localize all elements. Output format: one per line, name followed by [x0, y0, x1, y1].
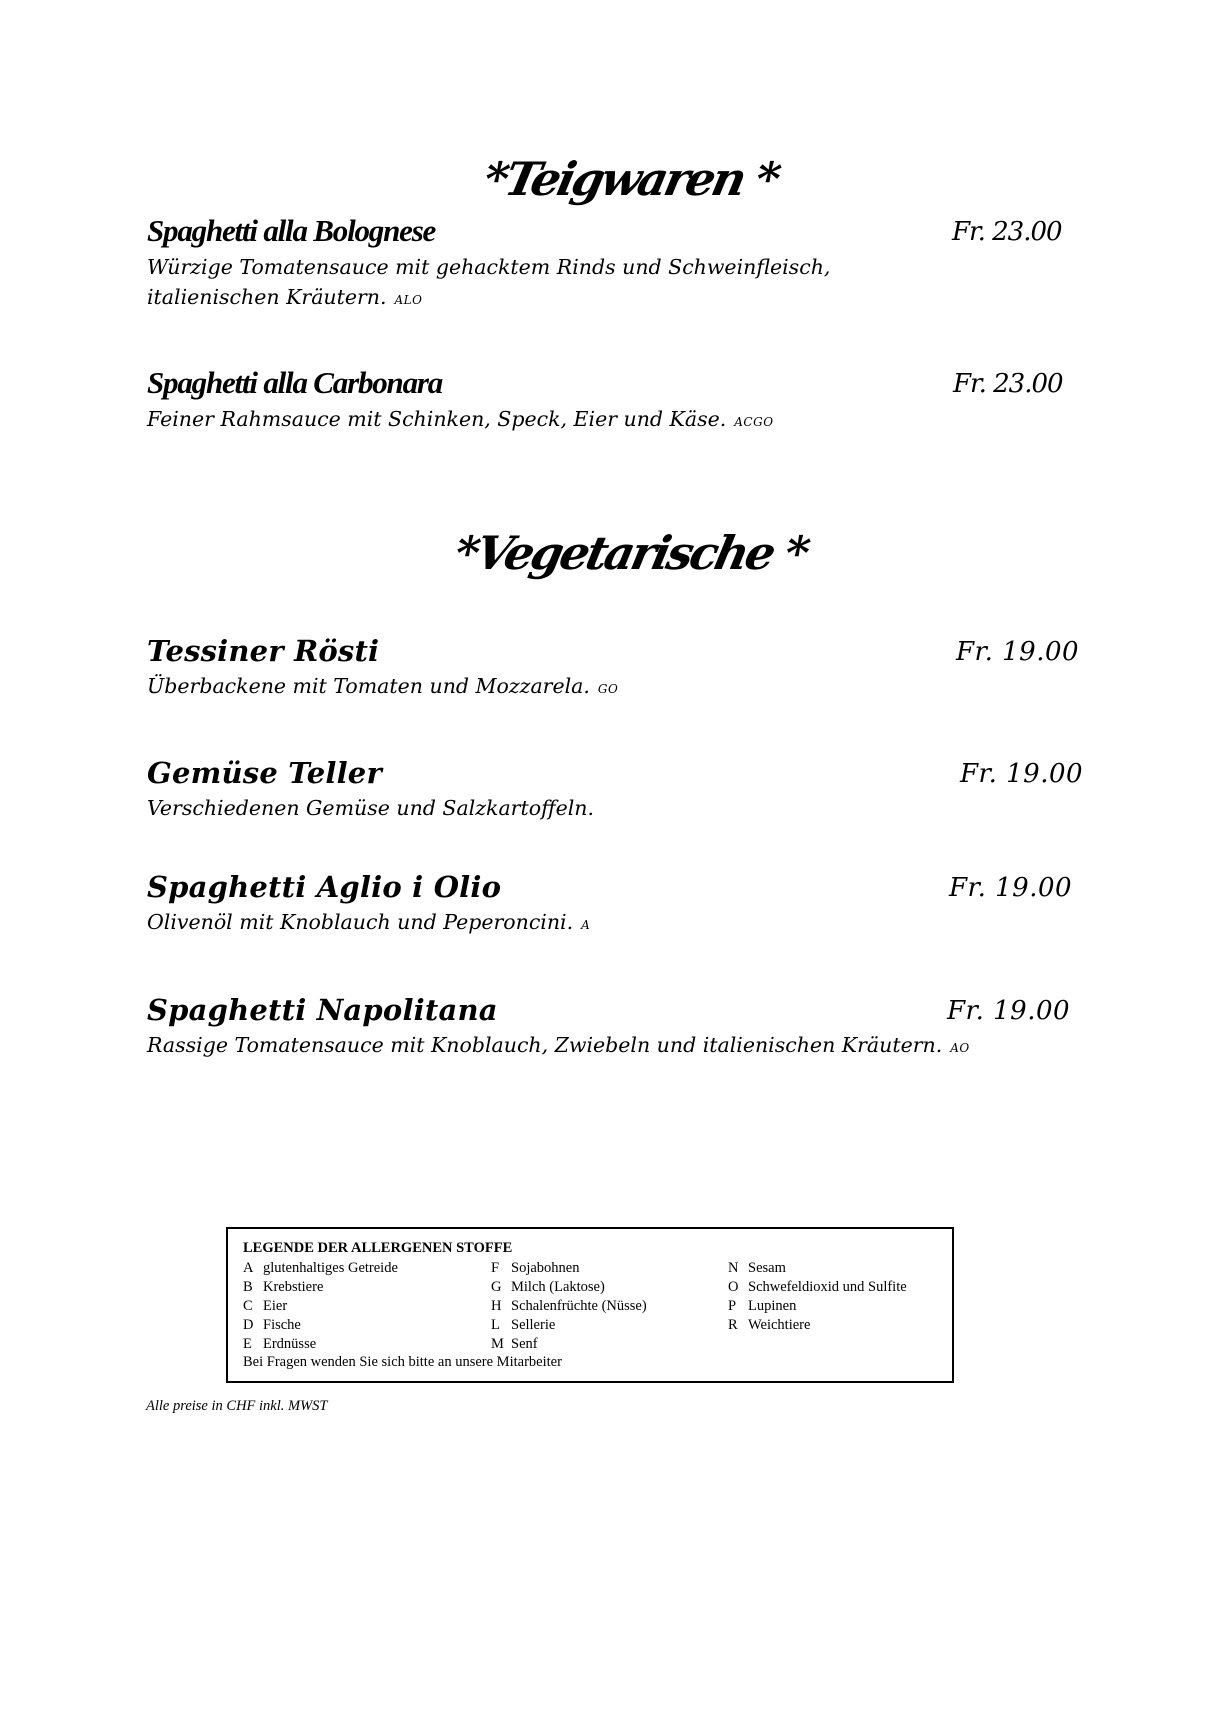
- dish-description-gemuese-teller: Verschiedenen Gemüse und Salzkartoffeln.: [147, 796, 594, 820]
- section-title-teigwaren: *Teigwaren *: [479, 152, 783, 206]
- legend-note: Bei Fragen wenden Sie sich bitte an unsere Mitarbeiter: [243, 1354, 562, 1370]
- legend-item: [491, 1316, 647, 1335]
- legend-label: Sellerie: [511, 1317, 556, 1333]
- dish-name-carbonara: Spaghetti alla Carbonara: [147, 365, 443, 400]
- legend-label: Senf: [511, 1336, 538, 1352]
- section-title-vegetarisch: *Vegetarische *: [449, 526, 813, 580]
- footer-price-note: Alle preise in CHF inkl. MWST: [146, 1398, 328, 1414]
- dish-description-tessiner-roesti: [147, 671, 618, 704]
- legend-label: Krebstiere: [263, 1279, 324, 1295]
- dish-price-aglio-olio: Fr. 19.00: [949, 873, 1073, 903]
- legend-code: B: [243, 1279, 253, 1295]
- dish-description-aglio-olio: [147, 907, 590, 940]
- legend-item: [728, 1297, 907, 1316]
- dish-description-carbonara: [147, 404, 774, 437]
- legend-title: LEGENDE DER ALLERGENEN STOFFE: [243, 1240, 513, 1256]
- legend-code: A: [243, 1260, 254, 1276]
- legend-code: E: [243, 1336, 252, 1352]
- dish-allergens: GO: [597, 682, 619, 696]
- legend-column-1: [243, 1259, 398, 1354]
- dish-allergens: ACGO: [734, 415, 774, 429]
- dish-description-bolognese: Würzige Tomatensauce mit gehacktem Rinds und Schweinfleisch,: [147, 255, 831, 279]
- legend-label: Lupinen: [748, 1298, 797, 1314]
- dish-price-tessiner-roesti: Fr. 19.00: [956, 637, 1080, 667]
- legend-code: P: [728, 1298, 737, 1314]
- legend-code: M: [491, 1336, 504, 1352]
- legend-column-2: [491, 1259, 647, 1354]
- legend-code: G: [491, 1279, 502, 1295]
- legend-item: [728, 1259, 907, 1278]
- legend-label: Eier: [263, 1298, 288, 1314]
- dish-name-napolitana: Spaghetti Napolitana: [147, 993, 498, 1027]
- dish-description-text: Rassige Tomatensauce mit Knoblauch, Zwiebeln und italienischen Kräutern.: [147, 1033, 943, 1057]
- legend-item: [243, 1259, 398, 1278]
- legend-item: [728, 1278, 907, 1297]
- dish-description-text: Überbackene mit Tomaten und Mozzarela.: [147, 674, 590, 698]
- legend-code: C: [243, 1298, 253, 1314]
- dish-allergens: ALO: [394, 293, 423, 307]
- legend-label: Fische: [263, 1317, 301, 1333]
- legend-item: [491, 1297, 647, 1316]
- dish-description-bolognese-line2: [147, 282, 423, 315]
- legend-label: Schwefeldioxid und Sulfite: [748, 1279, 907, 1295]
- legend-item: [243, 1335, 398, 1354]
- dish-description-text: italienischen Kräutern.: [147, 285, 387, 309]
- dish-description-text: Feiner Rahmsauce mit Schinken, Speck, Eier und Käse.: [147, 407, 727, 431]
- dish-price-carbonara: Fr. 23.00: [953, 369, 1063, 399]
- legend-code: O: [728, 1279, 739, 1295]
- dish-allergens: A: [581, 918, 591, 932]
- legend-label: Milch (Laktose): [511, 1279, 605, 1295]
- legend-item: [243, 1297, 398, 1316]
- legend-label: Sesam: [748, 1260, 786, 1276]
- legend-code: N: [728, 1260, 739, 1276]
- legend-code: L: [491, 1317, 500, 1333]
- dish-description-text: Olivenöl mit Knoblauch und Peperoncini.: [147, 910, 574, 934]
- dish-price-bolognese: Fr. 23.00: [952, 217, 1062, 247]
- legend-label: Schalenfrüchte (Nüsse): [511, 1298, 647, 1314]
- legend-label: Sojabohnen: [511, 1260, 580, 1276]
- legend-code: H: [491, 1298, 502, 1314]
- dish-name-gemuese-teller: Gemüse Teller: [147, 756, 382, 790]
- legend-code: F: [491, 1260, 500, 1276]
- legend-item: [728, 1316, 907, 1335]
- dish-description-napolitana: [147, 1030, 970, 1063]
- legend-code: D: [243, 1317, 254, 1333]
- dish-name-tessiner-roesti: Tessiner Rösti: [147, 634, 380, 668]
- legend-item: [243, 1316, 398, 1335]
- legend-item: [491, 1335, 647, 1354]
- legend-label: Erdnüsse: [263, 1336, 317, 1352]
- dish-price-napolitana: Fr. 19.00: [947, 996, 1071, 1026]
- legend-column-3: [728, 1259, 907, 1335]
- allergen-legend: [226, 1227, 954, 1383]
- legend-item: [491, 1278, 647, 1297]
- legend-label: glutenhaltiges Getreide: [263, 1260, 398, 1276]
- legend-item: [491, 1259, 647, 1278]
- legend-item: [243, 1278, 398, 1297]
- dish-price-gemuese-teller: Fr. 19.00: [960, 759, 1084, 789]
- legend-label: Weichtiere: [748, 1317, 811, 1333]
- dish-name-aglio-olio: Spaghetti Aglio i Olio: [147, 870, 502, 904]
- legend-code: R: [728, 1317, 738, 1333]
- dish-allergens: AO: [950, 1041, 970, 1055]
- dish-name-bolognese: Spaghetti alla Bolognese: [147, 213, 436, 248]
